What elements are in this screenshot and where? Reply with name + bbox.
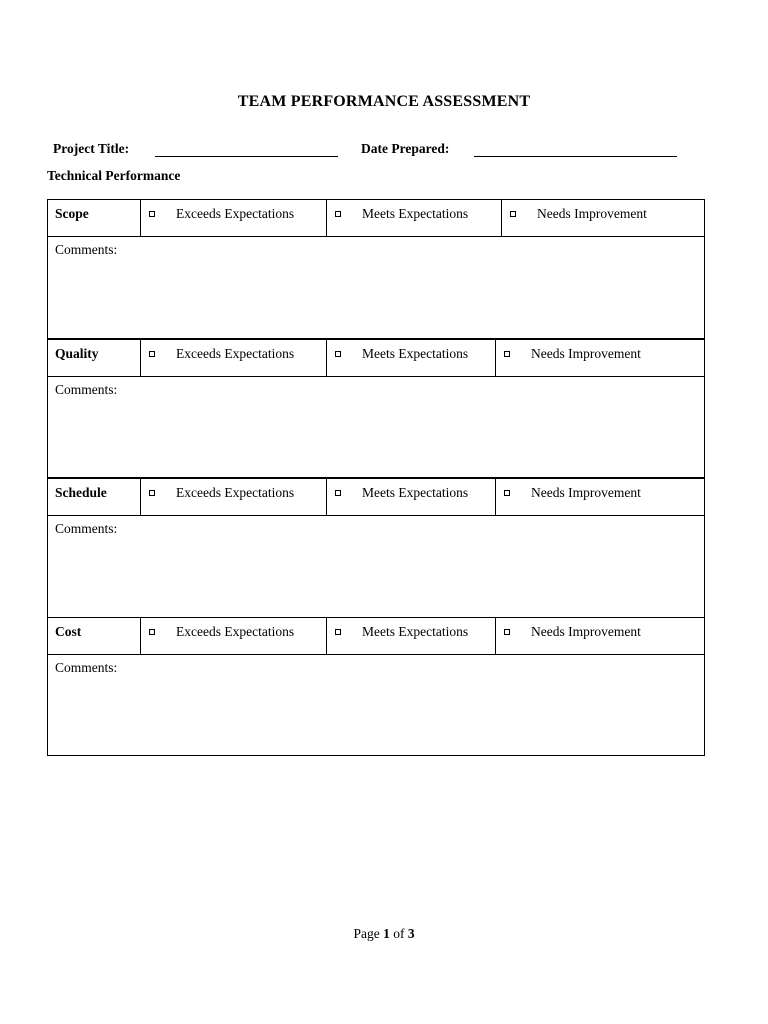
option-label: Meets Expectations xyxy=(362,624,469,639)
checkbox-icon[interactable] xyxy=(149,211,155,217)
page-footer xyxy=(0,926,768,942)
rating-row xyxy=(47,617,705,655)
option-meets-expectations[interactable] xyxy=(326,478,495,516)
option-needs-improvement[interactable] xyxy=(501,199,705,237)
checkbox-icon[interactable] xyxy=(504,351,510,357)
date-prepared-input-line[interactable] xyxy=(474,156,677,157)
option-label: Exceeds Expectations xyxy=(176,206,295,221)
option-label: Needs Improvement xyxy=(531,346,641,361)
total-pages-number: 3 xyxy=(407,926,415,941)
comments-box[interactable] xyxy=(47,654,705,756)
option-label: Meets Expectations xyxy=(362,485,469,500)
checkbox-icon[interactable] xyxy=(149,629,155,635)
checkbox-icon[interactable] xyxy=(510,211,516,217)
comments-label: Comments: xyxy=(55,660,118,675)
option-exceeds-expectations[interactable] xyxy=(140,339,326,377)
project-title-input-line[interactable] xyxy=(155,156,338,157)
criterion-label: Scope xyxy=(47,199,140,237)
option-exceeds-expectations[interactable] xyxy=(140,199,326,237)
comments-label: Comments: xyxy=(55,382,118,397)
technical-performance-heading: Technical Performance xyxy=(47,168,181,183)
criterion-label: Schedule xyxy=(47,478,140,516)
option-label: Exceeds Expectations xyxy=(176,346,295,361)
option-meets-expectations[interactable] xyxy=(326,617,495,655)
option-label: Meets Expectations xyxy=(362,346,469,361)
rating-row xyxy=(47,478,705,516)
option-label: Exceeds Expectations xyxy=(176,624,295,639)
criterion-label: Cost xyxy=(47,617,140,655)
checkbox-icon[interactable] xyxy=(504,490,510,496)
page-word: Page xyxy=(353,926,380,941)
comments-box[interactable] xyxy=(47,376,705,478)
rating-row xyxy=(47,339,705,377)
option-meets-expectations[interactable] xyxy=(326,339,495,377)
option-needs-improvement[interactable] xyxy=(495,617,705,655)
project-title-label: Project Title: xyxy=(53,141,130,156)
of-word: of xyxy=(393,926,405,941)
option-label: Needs Improvement xyxy=(531,485,641,500)
criterion-label: Quality xyxy=(47,339,140,377)
comments-label: Comments: xyxy=(55,242,118,257)
checkbox-icon[interactable] xyxy=(335,211,341,217)
checkbox-icon[interactable] xyxy=(504,629,510,635)
checkbox-icon[interactable] xyxy=(149,351,155,357)
option-label: Needs Improvement xyxy=(531,624,641,639)
checkbox-icon[interactable] xyxy=(335,490,341,496)
document-title: TEAM PERFORMANCE ASSESSMENT xyxy=(237,93,531,110)
comments-box[interactable] xyxy=(47,236,705,339)
option-meets-expectations[interactable] xyxy=(326,199,501,237)
option-label: Needs Improvement xyxy=(537,206,647,221)
date-prepared-label: Date Prepared: xyxy=(361,141,450,156)
option-exceeds-expectations[interactable] xyxy=(140,617,326,655)
option-exceeds-expectations[interactable] xyxy=(140,478,326,516)
current-page-number: 1 xyxy=(383,926,390,941)
comments-box[interactable] xyxy=(47,515,705,618)
comments-label: Comments: xyxy=(55,521,118,536)
option-needs-improvement[interactable] xyxy=(495,478,705,516)
rating-row xyxy=(47,199,705,237)
option-needs-improvement[interactable] xyxy=(495,339,705,377)
option-label: Meets Expectations xyxy=(362,206,469,221)
option-label: Exceeds Expectations xyxy=(176,485,295,500)
checkbox-icon[interactable] xyxy=(335,351,341,357)
checkbox-icon[interactable] xyxy=(149,490,155,496)
checkbox-icon[interactable] xyxy=(335,629,341,635)
